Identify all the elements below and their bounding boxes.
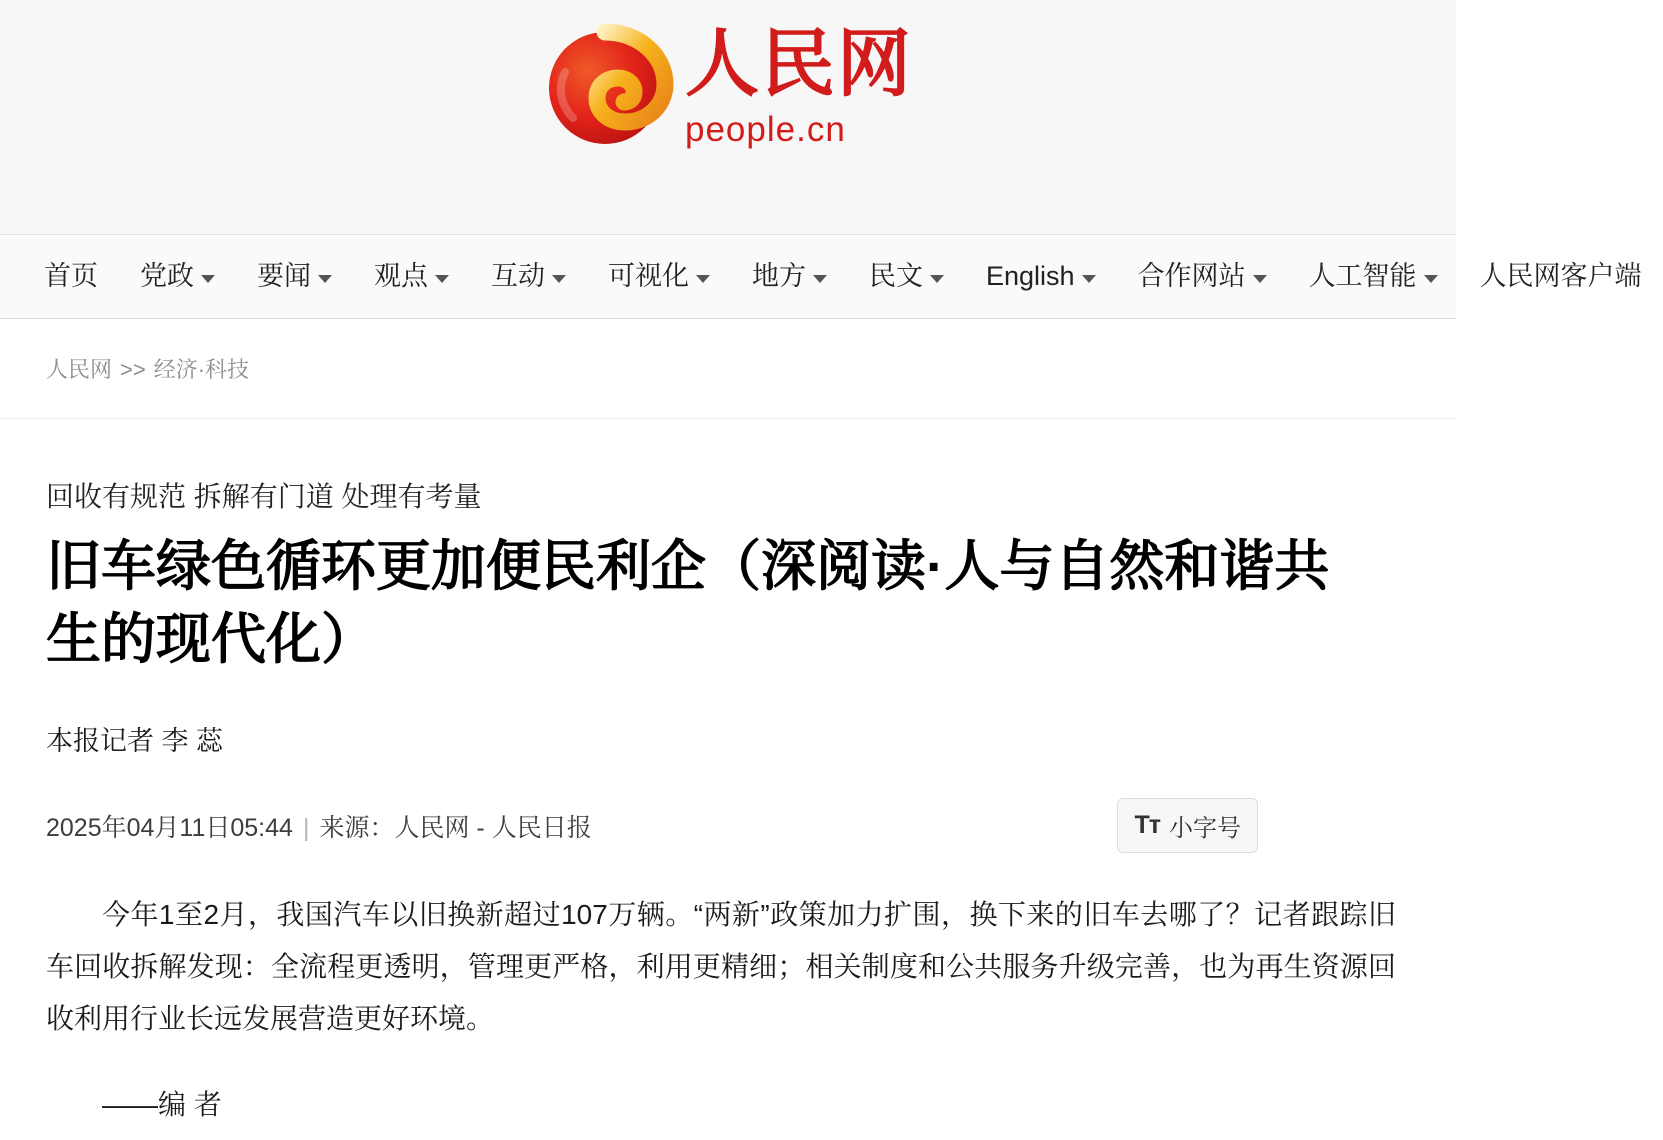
nav-item-app[interactable] bbox=[1459, 263, 1663, 290]
nav-label: 首页 bbox=[44, 261, 98, 291]
nav-item-ai[interactable] bbox=[1288, 263, 1459, 290]
breadcrumb-current[interactable]: 经济·科技 bbox=[153, 357, 250, 382]
nav-item-hudong[interactable] bbox=[470, 263, 587, 290]
font-size-label: 小字号 bbox=[1169, 815, 1241, 843]
breadcrumb-root[interactable]: 人民网 bbox=[46, 357, 113, 382]
nav-label: 要闻 bbox=[257, 261, 311, 291]
chevron-down-icon bbox=[1424, 275, 1438, 283]
nav-item-guandian[interactable] bbox=[353, 263, 470, 290]
nav-label: 观点 bbox=[374, 261, 428, 291]
nav-item-english[interactable] bbox=[965, 263, 1117, 290]
nav-item-dangzheng[interactable] bbox=[119, 263, 236, 290]
font-size-icon: Tᴛ bbox=[1134, 811, 1160, 840]
lead-paragraph: 今年1至2月，我国汽车以旧换新超过107万辆。“两新”政策加力扩围，换下来的旧车去哪了？记者跟踪旧车回收拆解发现：全流程更透明，管理更严格，利用更精细；相关制度和公共服务升级完善，也为再生资源回收利用行业长远发展营造更好环境。 bbox=[46, 899, 1396, 1034]
article-body bbox=[46, 889, 1396, 1044]
site-masthead bbox=[0, 0, 1456, 235]
nav-label: 党政 bbox=[140, 261, 194, 291]
logo-text-cn: 人民网 bbox=[685, 20, 913, 107]
chevron-down-icon bbox=[813, 275, 827, 283]
nav-item-minwen[interactable] bbox=[848, 263, 965, 290]
nav-item-keshihua[interactable] bbox=[587, 263, 731, 290]
font-size-button[interactable] bbox=[1117, 798, 1258, 853]
nav-label: 民文 bbox=[869, 261, 923, 291]
people-cn-logo-icon bbox=[543, 22, 671, 150]
nav-label: 地方 bbox=[752, 261, 806, 291]
chevron-down-icon bbox=[552, 275, 566, 283]
chevron-down-icon bbox=[318, 275, 332, 283]
logo-wordmark bbox=[685, 20, 913, 150]
publish-datetime: 2025年04月11日05:44 bbox=[46, 813, 293, 842]
article-meta-row bbox=[46, 798, 1410, 853]
article-subtitle: 回收有规范 拆解有门道 处理有考量 bbox=[46, 481, 482, 512]
nav-item-partner-sites[interactable] bbox=[1117, 263, 1288, 290]
article-container bbox=[0, 477, 1456, 1123]
main-navigation[interactable] bbox=[0, 235, 1642, 319]
nav-label: 人工智能 bbox=[1308, 261, 1417, 291]
nav-label: 互动 bbox=[491, 261, 545, 291]
source-label: 来源： bbox=[319, 813, 395, 842]
site-logo[interactable] bbox=[543, 22, 913, 150]
nav-label: 合作网站 bbox=[1137, 261, 1246, 291]
chevron-down-icon bbox=[201, 275, 215, 283]
source-paper-link[interactable]: 人民日报 bbox=[491, 813, 592, 842]
meta-divider: | bbox=[302, 813, 310, 842]
chevron-down-icon bbox=[1082, 275, 1096, 283]
nav-item-difang[interactable] bbox=[731, 263, 848, 290]
chevron-down-icon bbox=[930, 275, 944, 283]
breadcrumb[interactable] bbox=[0, 319, 1456, 419]
article-meta bbox=[46, 808, 592, 844]
logo-text-en: people.cn bbox=[685, 109, 846, 149]
source-site-link[interactable]: 人民网 bbox=[394, 813, 470, 842]
editor-note: ——编 者 bbox=[102, 1088, 222, 1120]
nav-label: English bbox=[986, 261, 1075, 291]
breadcrumb-separator: >> bbox=[120, 357, 146, 382]
article-byline: 本报记者 李 蕊 bbox=[46, 726, 224, 757]
chevron-down-icon bbox=[1253, 275, 1267, 283]
page-title: 旧车绿色循环更加便民利企（深阅读·人与自然和谐共生的现代化） bbox=[46, 535, 1330, 670]
chevron-down-icon bbox=[435, 275, 449, 283]
nav-label: 可视化 bbox=[608, 261, 689, 291]
nav-item-yaowen[interactable] bbox=[236, 263, 353, 290]
chevron-down-icon bbox=[696, 275, 710, 283]
nav-label: 人民网客户端 bbox=[1479, 261, 1642, 291]
nav-item-home[interactable] bbox=[44, 263, 119, 290]
source-dash: - bbox=[476, 813, 485, 842]
